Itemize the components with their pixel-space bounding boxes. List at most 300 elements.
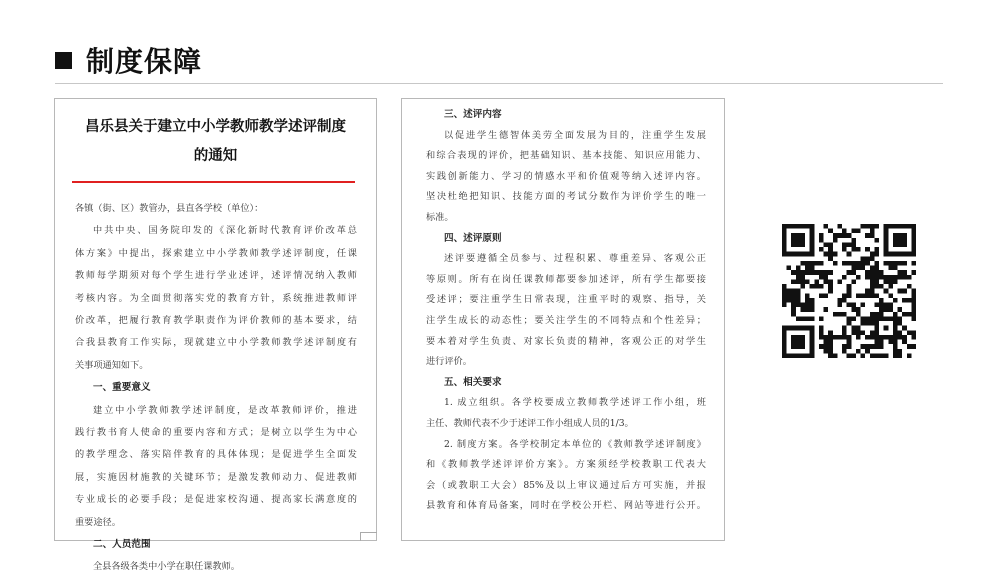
qr-module <box>782 229 787 234</box>
qr-module <box>810 340 815 345</box>
qr-module <box>888 266 893 271</box>
qr-module <box>884 247 889 252</box>
qr-module <box>851 279 856 284</box>
qr-module <box>902 298 907 303</box>
qr-module <box>805 293 810 298</box>
qr-module <box>805 303 810 308</box>
qr-module <box>847 261 852 266</box>
qr-module <box>856 261 861 266</box>
qr-module <box>791 279 796 284</box>
qr-module <box>847 344 852 349</box>
qr-module <box>865 344 870 349</box>
qr-module <box>879 307 884 312</box>
qr-module <box>874 344 879 349</box>
qr-module <box>796 335 801 340</box>
qr-module <box>893 340 898 345</box>
qr-module <box>824 275 829 280</box>
qr-module <box>851 330 856 335</box>
document-line: 各镇（街、区）教管办，县直各学校（单位）： <box>75 203 264 214</box>
document-line: 实践创新能力、学习的情感水平和价值观等纳入述评内容。 <box>426 170 706 182</box>
qr-module <box>851 316 856 321</box>
qr-module <box>842 326 847 331</box>
qr-module <box>907 344 912 349</box>
qr-code-icon <box>782 224 916 358</box>
qr-module <box>870 229 875 234</box>
qr-module <box>888 261 893 266</box>
qr-module <box>842 330 847 335</box>
qr-module <box>796 275 801 280</box>
qr-module <box>893 224 898 229</box>
qr-module <box>851 242 856 247</box>
qr-module <box>824 349 829 354</box>
qr-module <box>865 224 870 229</box>
qr-module <box>782 252 787 257</box>
qr-module <box>782 284 787 289</box>
qr-module <box>800 261 805 266</box>
qr-module <box>828 344 833 349</box>
qr-module <box>865 349 870 354</box>
qr-module <box>911 270 916 275</box>
qr-module <box>870 252 875 257</box>
qr-module <box>898 270 903 275</box>
qr-module <box>911 242 916 247</box>
document-line: 重要途径。 <box>75 516 121 528</box>
qr-module <box>851 261 856 266</box>
qr-module <box>884 275 889 280</box>
qr-module <box>824 340 829 345</box>
qr-module <box>842 312 847 317</box>
qr-module <box>787 252 792 257</box>
qr-module <box>884 307 889 312</box>
qr-module <box>828 252 833 257</box>
qr-module <box>791 353 796 358</box>
qr-module <box>810 266 815 271</box>
qr-module <box>782 344 787 349</box>
qr-module <box>911 330 916 335</box>
qr-module <box>847 293 852 298</box>
qr-module <box>898 224 903 229</box>
qr-module <box>819 284 824 289</box>
document-line: 和综合表现的评价，把基础知识、基本技能、知识应用能力、 <box>426 150 706 162</box>
qr-module <box>796 298 801 303</box>
qr-module <box>847 242 852 247</box>
red-header-rule <box>72 181 355 183</box>
qr-module <box>828 330 833 335</box>
qr-module <box>888 340 893 345</box>
qr-module <box>800 335 805 340</box>
qr-module <box>824 307 829 312</box>
document-line: 关事项通知如下。 <box>75 359 149 371</box>
qr-module <box>879 312 884 317</box>
qr-module <box>796 326 801 331</box>
qr-module <box>874 340 879 345</box>
qr-module <box>893 344 898 349</box>
qr-module <box>911 307 916 312</box>
qr-module <box>800 353 805 358</box>
qr-module <box>879 303 884 308</box>
qr-module <box>782 233 787 238</box>
qr-module <box>810 247 815 252</box>
qr-module <box>870 279 875 284</box>
document-line: 展，实施因材施教的关键环节；是激发教师动力、促进教师 <box>75 471 357 483</box>
qr-module <box>814 279 819 284</box>
qr-module <box>911 289 916 294</box>
qr-module <box>796 303 801 308</box>
qr-module <box>856 229 861 234</box>
qr-module <box>814 284 819 289</box>
document-line: 中共中央、国务院印发的《深化新时代教育评价改革总 <box>93 225 357 237</box>
qr-module <box>907 275 912 280</box>
qr-module <box>782 353 787 358</box>
qr-module <box>805 224 810 229</box>
document-line: 全县各级各类中小学在职任课教师。 <box>93 561 240 573</box>
qr-module <box>902 340 907 345</box>
qr-module <box>874 293 879 298</box>
qr-module <box>833 252 838 257</box>
qr-module <box>911 312 916 317</box>
qr-module <box>819 261 824 266</box>
qr-module <box>833 233 838 238</box>
qr-module <box>796 289 801 294</box>
qr-module <box>879 270 884 275</box>
qr-module <box>828 340 833 345</box>
qr-module <box>874 224 879 229</box>
qr-module <box>861 256 866 261</box>
qr-module <box>791 233 796 238</box>
qr-module <box>791 340 796 345</box>
document-line: 等原则。所有在岗任课教师都要参加述评，所有学生都要接 <box>426 273 706 285</box>
qr-module <box>898 242 903 247</box>
qr-module <box>824 270 829 275</box>
qr-module <box>865 256 870 261</box>
qr-module <box>800 326 805 331</box>
qr-module <box>805 266 810 271</box>
qr-module <box>833 335 838 340</box>
qr-module <box>856 335 861 340</box>
qr-module <box>851 326 856 331</box>
qr-module <box>791 335 796 340</box>
qr-module <box>833 353 838 358</box>
qr-module <box>861 344 866 349</box>
qr-module <box>884 289 889 294</box>
qr-module <box>888 335 893 340</box>
qr-module <box>800 279 805 284</box>
qr-module <box>902 252 907 257</box>
qr-module <box>819 326 824 331</box>
qr-module <box>819 316 824 321</box>
qr-module <box>842 233 847 238</box>
qr-module <box>782 247 787 252</box>
qr-module <box>800 344 805 349</box>
qr-module <box>888 279 893 284</box>
document-line: 2. 制度方案。各学校制定本单位的《教师教学述评制度》 <box>444 438 706 450</box>
qr-module <box>884 316 889 321</box>
qr-module <box>874 303 879 308</box>
qr-module <box>861 293 866 298</box>
section-heading: 一、重要意义 <box>93 382 151 394</box>
qr-module <box>810 298 815 303</box>
qr-module <box>810 316 815 321</box>
qr-module <box>907 224 912 229</box>
qr-module <box>782 326 787 331</box>
qr-module <box>874 312 879 317</box>
section-heading: 四、述评原则 <box>444 232 502 244</box>
qr-module <box>893 275 898 280</box>
qr-module <box>791 224 796 229</box>
document-line: 合我县教育工作实际，现就建立中小学教师教学述评制度有 <box>75 337 357 349</box>
qr-module <box>810 270 815 275</box>
qr-module <box>796 252 801 257</box>
qr-module <box>842 298 847 303</box>
qr-module <box>888 293 893 298</box>
qr-module <box>791 303 796 308</box>
qr-module <box>898 307 903 312</box>
qr-module <box>796 293 801 298</box>
qr-module <box>893 252 898 257</box>
qr-module <box>893 312 898 317</box>
qr-module <box>884 353 889 358</box>
qr-module <box>782 238 787 243</box>
qr-module <box>870 270 875 275</box>
qr-module <box>874 330 879 335</box>
qr-module <box>870 224 875 229</box>
document-line: 注学生成长的动态性；要关注学生的不同特点和个性差异； <box>426 315 706 326</box>
qr-module <box>898 321 903 326</box>
qr-module <box>810 344 815 349</box>
qr-module <box>796 340 801 345</box>
qr-module <box>907 284 912 289</box>
qr-module <box>911 247 916 252</box>
qr-module <box>782 349 787 354</box>
qr-module <box>787 326 792 331</box>
qr-module <box>787 266 792 271</box>
qr-module <box>911 261 916 266</box>
qr-module <box>907 312 912 317</box>
qr-module <box>837 312 842 317</box>
qr-module <box>907 298 912 303</box>
qr-module <box>911 293 916 298</box>
qr-module <box>893 326 898 331</box>
qr-module <box>819 238 824 243</box>
qr-module <box>911 298 916 303</box>
qr-module <box>847 270 852 275</box>
qr-module <box>902 289 907 294</box>
qr-module <box>902 326 907 331</box>
qr-module <box>861 321 866 326</box>
qr-module <box>810 238 815 243</box>
qr-module <box>842 275 847 280</box>
qr-module <box>851 353 856 358</box>
qr-module <box>796 266 801 271</box>
qr-module <box>874 266 879 271</box>
qr-module <box>828 270 833 275</box>
qr-module <box>879 344 884 349</box>
qr-module <box>847 353 852 358</box>
document-line: 述评要遵循全员参与、过程积累、尊重差异、客观公正 <box>444 253 706 265</box>
qr-module <box>800 224 805 229</box>
qr-module <box>861 303 866 308</box>
qr-module <box>865 316 870 321</box>
qr-module <box>787 289 792 294</box>
qr-module <box>782 340 787 345</box>
qr-module <box>824 242 829 247</box>
document-line: 进行评价。 <box>426 356 472 368</box>
qr-module <box>888 284 893 289</box>
qr-module <box>865 270 870 275</box>
qr-module <box>888 252 893 257</box>
qr-module <box>796 242 801 247</box>
qr-module <box>819 247 824 252</box>
qr-module <box>805 279 810 284</box>
qr-module <box>819 270 824 275</box>
qr-module <box>865 289 870 294</box>
qr-module <box>851 238 856 243</box>
qr-module <box>874 252 879 257</box>
qr-module <box>791 326 796 331</box>
qr-module <box>819 344 824 349</box>
qr-module <box>851 307 856 312</box>
document-line: 专业成长的必要手段；是促进家校沟通、提高家长满意度的 <box>75 494 357 506</box>
qr-module <box>814 270 819 275</box>
qr-module <box>810 284 815 289</box>
qr-module <box>874 279 879 284</box>
qr-module <box>888 224 893 229</box>
qr-module <box>810 353 815 358</box>
qr-module <box>874 316 879 321</box>
qr-module <box>842 247 847 252</box>
qr-module <box>824 344 829 349</box>
qr-module <box>898 289 903 294</box>
qr-module <box>879 275 884 280</box>
qr-module <box>870 353 875 358</box>
qr-module <box>893 298 898 303</box>
qr-module <box>893 353 898 358</box>
qr-module <box>842 349 847 354</box>
qr-module <box>819 335 824 340</box>
document-line: 以促进学生德智体美劳全面发展为目的，注重学生发展 <box>444 129 706 141</box>
qr-module <box>870 293 875 298</box>
qr-module <box>902 242 907 247</box>
qr-module <box>865 335 870 340</box>
qr-module <box>819 293 824 298</box>
qr-module <box>879 284 884 289</box>
qr-module <box>810 242 815 247</box>
qr-module <box>800 270 805 275</box>
qr-module <box>856 330 861 335</box>
qr-module <box>851 266 856 271</box>
qr-module <box>902 275 907 280</box>
qr-module <box>800 275 805 280</box>
qr-module <box>842 293 847 298</box>
qr-module <box>810 330 815 335</box>
qr-module <box>879 298 884 303</box>
document-line: 价改革，把履行教育教学职责作为评价教师的基本要求，结 <box>75 315 357 326</box>
qr-module <box>893 242 898 247</box>
qr-module <box>847 252 852 257</box>
qr-module <box>810 224 815 229</box>
qr-module <box>814 261 819 266</box>
qr-module <box>874 261 879 266</box>
qr-module <box>911 335 916 340</box>
document-line: 会（或教职工大会）85%及以上审议通过后方可实施，并报 <box>426 479 706 491</box>
qr-module <box>782 303 787 308</box>
qr-module <box>842 261 847 266</box>
qr-module <box>828 229 833 234</box>
document-line: 教师每学期须对每个学生进行学业述评，述评情况纳入教师 <box>75 270 357 282</box>
qr-module <box>911 303 916 308</box>
qr-module <box>787 293 792 298</box>
qr-module <box>884 326 889 331</box>
qr-module <box>861 330 866 335</box>
qr-module <box>856 349 861 354</box>
qr-module <box>898 238 903 243</box>
qr-module <box>898 330 903 335</box>
qr-module <box>898 252 903 257</box>
qr-module <box>800 238 805 243</box>
qr-module <box>870 330 875 335</box>
document-line: 体方案》中提出，探索建立中小学教师教学述评制度，任课 <box>75 247 357 259</box>
qr-module <box>833 261 838 266</box>
qr-module <box>787 298 792 303</box>
qr-module <box>911 224 916 229</box>
qr-module <box>791 307 796 312</box>
qr-module <box>782 330 787 335</box>
qr-module <box>828 349 833 354</box>
qr-module <box>874 326 879 331</box>
qr-module <box>893 261 898 266</box>
qr-module <box>810 261 815 266</box>
qr-module <box>800 242 805 247</box>
qr-module <box>884 335 889 340</box>
qr-module <box>847 303 852 308</box>
qr-module <box>782 242 787 247</box>
qr-module <box>870 256 875 261</box>
qr-module <box>819 330 824 335</box>
qr-module <box>810 233 815 238</box>
qr-module <box>870 312 875 317</box>
qr-module <box>851 229 856 234</box>
qr-module <box>782 298 787 303</box>
qr-module <box>833 238 838 243</box>
qr-module <box>865 261 870 266</box>
qr-module <box>893 233 898 238</box>
qr-module <box>828 335 833 340</box>
qr-module <box>911 316 916 321</box>
qr-module <box>893 321 898 326</box>
document-line: 受述评；要注重学生日常表现，注重平时的观察、指导，关 <box>426 294 706 306</box>
title-divider <box>55 83 943 84</box>
qr-module <box>856 293 861 298</box>
qr-module <box>893 266 898 271</box>
qr-module <box>879 316 884 321</box>
qr-module <box>856 247 861 252</box>
qr-module <box>851 303 856 308</box>
qr-module <box>893 349 898 354</box>
section-heading: 三、述评内容 <box>444 109 502 120</box>
qr-module <box>907 330 912 335</box>
qr-module <box>796 238 801 243</box>
qr-module <box>902 224 907 229</box>
qr-module <box>819 275 824 280</box>
qr-module <box>851 270 856 275</box>
qr-module <box>810 307 815 312</box>
qr-module <box>800 252 805 257</box>
qr-module <box>865 293 870 298</box>
qr-module <box>791 242 796 247</box>
qr-module <box>800 340 805 345</box>
qr-module <box>787 224 792 229</box>
qr-module <box>800 316 805 321</box>
